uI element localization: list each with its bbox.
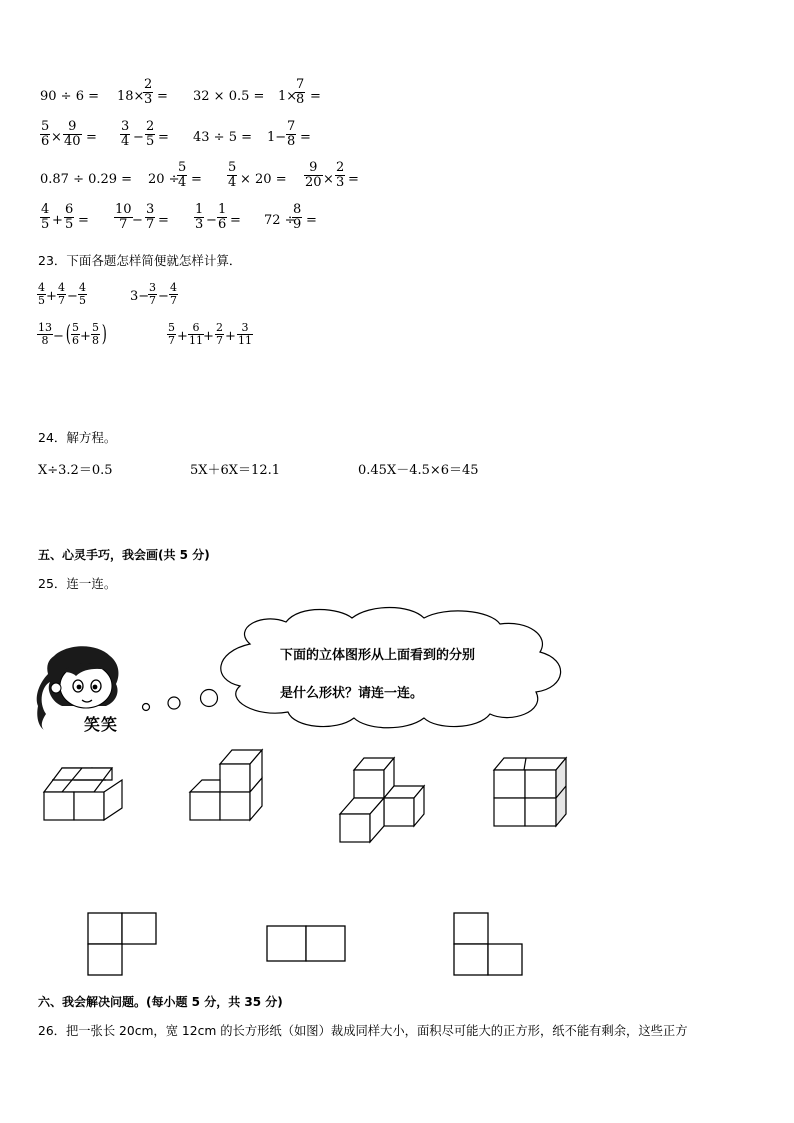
operator: − [206, 213, 217, 228]
section-5-heading: 五、心灵手巧，我会画(共 5 分) [38, 548, 210, 562]
operator: + [203, 329, 214, 344]
equals: = [306, 213, 317, 228]
expr-prefix: 3− [130, 289, 150, 304]
operator: − [53, 329, 64, 344]
left-paren: ( [65, 322, 71, 347]
equation-3: 0.45X－4.5×6＝45 [358, 463, 479, 478]
fraction: 4 5 [79, 281, 86, 307]
fraction: 6 5 [65, 202, 74, 232]
expr-0.87-div-0.29: 0.87 ÷ 0.29 = [40, 172, 133, 187]
operator: − [132, 213, 143, 228]
fraction: 5 6 [41, 119, 50, 149]
fraction: 4 7 [170, 281, 177, 307]
equals: = [348, 172, 359, 187]
equals: = [191, 172, 202, 187]
fraction: 5 6 [72, 321, 79, 347]
fraction: 6 11 [189, 321, 203, 347]
fraction: 7 8 [296, 77, 305, 107]
top-view-a [88, 913, 156, 975]
fraction: 4 5 [38, 281, 45, 307]
equation-2: 5X＋6X＝12.1 [190, 463, 280, 478]
fraction: 5 4 [178, 160, 187, 190]
fraction: 9 20 [305, 160, 322, 190]
cloud-text-line-1: 下面的立体图形从上面看到的分别 [280, 648, 476, 663]
expr-32-times-0.5: 32 × 0.5 = [193, 89, 265, 104]
question-23-title: 23．下面各题怎样简便就怎样计算． [38, 253, 242, 268]
equals: = [158, 130, 169, 145]
question-24-title: 24．解方程。 [38, 430, 117, 445]
fraction: 9 40 [64, 119, 81, 149]
top-view-b [267, 926, 345, 961]
fraction: 5 4 [228, 160, 237, 190]
expr-90-div-6: 90 ÷ 6 = [40, 89, 99, 104]
top-view-c [454, 913, 522, 975]
question-26-text: 26．把一张长 20cm，宽 12cm 的长方形纸（如图）裁成同样大小，面积尽可能大的正方形，纸不能有剩余，这些正方 [38, 1024, 688, 1038]
operator: + [52, 213, 63, 228]
fraction: 2 3 [336, 160, 345, 190]
fraction: 1 3 [195, 202, 204, 232]
equals: = [300, 130, 311, 145]
equals: = [230, 213, 241, 228]
fraction: 3 4 [121, 119, 130, 149]
fraction: 3 7 [146, 202, 155, 232]
operator: − [133, 130, 144, 145]
equals: = [86, 130, 97, 145]
fraction: 7 8 [287, 119, 296, 149]
operator: − [67, 289, 78, 304]
equals: = [157, 89, 168, 104]
expr-prefix: 1− [267, 130, 287, 145]
operator: × [323, 172, 334, 187]
operator: + [46, 289, 57, 304]
cloud-text-line-2: 是什么形状？请连一连。 [280, 686, 424, 701]
fraction: 5 8 [92, 321, 99, 347]
expr-prefix: 18× [117, 89, 145, 104]
right-paren: ) [101, 322, 107, 347]
character-name-label: 笑笑 [84, 715, 119, 734]
operator: + [225, 329, 236, 344]
fraction: 3 11 [238, 321, 252, 347]
operator: + [177, 329, 188, 344]
fraction: 8 9 [293, 202, 302, 232]
fraction: 4 7 [58, 281, 65, 307]
operator: − [158, 289, 169, 304]
fraction: 2 7 [216, 321, 223, 347]
expr-43-div-5: 43 ÷ 5 = [193, 130, 252, 145]
operator: × [51, 130, 62, 145]
expr-prefix: 20 ÷ [148, 172, 180, 187]
fraction: 1 6 [218, 202, 227, 232]
equals: = [310, 89, 321, 104]
equation-1: X÷3.2＝0.5 [38, 463, 113, 478]
expr-prefix: 72 ÷ [264, 213, 296, 228]
fraction: 3 7 [149, 281, 156, 307]
fraction: 13 8 [38, 321, 52, 347]
fraction: 2 3 [144, 77, 153, 107]
equals: = [78, 213, 89, 228]
operator: + [80, 329, 91, 344]
expr-times-20: × 20 = [240, 172, 287, 187]
equals: = [158, 213, 169, 228]
section-6-heading: 六、我会解决问题。(每小题 5 分，共 35 分) [38, 995, 283, 1009]
question-25-title: 25．连一连。 [38, 576, 117, 591]
fraction: 5 7 [168, 321, 175, 347]
fraction: 2 5 [146, 119, 155, 149]
fraction: 4 5 [41, 202, 50, 232]
fraction: 10 7 [115, 202, 132, 232]
expr-prefix: 1× [278, 89, 298, 104]
